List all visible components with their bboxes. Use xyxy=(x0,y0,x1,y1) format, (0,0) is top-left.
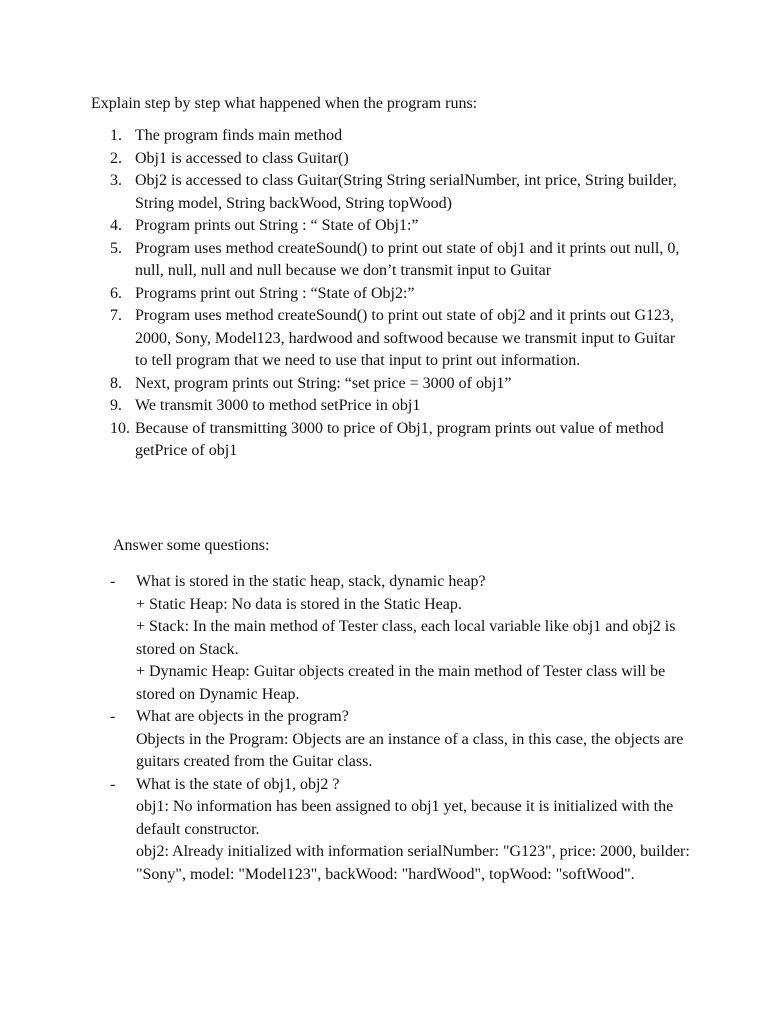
step-number: 4. xyxy=(110,217,122,234)
step-number: 1. xyxy=(110,127,122,144)
list-item xyxy=(110,571,690,706)
list-item xyxy=(90,283,690,306)
answer-line: obj1: No information has been assigned to obj1 yet, because it is initialized with the default constructor. xyxy=(136,798,674,838)
step-number: 5. xyxy=(110,239,122,257)
step-text: Program uses method createSound() to print out state of obj2 and it prints out G123, 2000, Sony, Model123, hardwood and softwood because we transmit input to Guitar to tell program that we need to use that input to print out information. xyxy=(135,307,676,369)
steps-heading: Explain step by step what happened when the program runs: xyxy=(91,95,478,112)
list-item xyxy=(110,774,690,887)
list-item xyxy=(90,418,690,463)
question-text: What is stored in the static heap, stack, dynamic heap? xyxy=(136,573,486,590)
list-item xyxy=(90,238,690,283)
answer-line: + Stack: In the main method of Tester class, each local variable like obj1 and obj2 is stored on Stack. xyxy=(136,618,676,658)
answer-line: + Static Heap: No data is stored in the Static Heap. xyxy=(136,595,462,613)
step-text: The program finds main method xyxy=(135,127,343,144)
step-number: 9. xyxy=(110,397,122,414)
list-item xyxy=(110,706,690,774)
bullet-dash: - xyxy=(110,573,116,590)
step-text: We transmit 3000 to method setPrice in obj1 xyxy=(135,397,421,414)
step-number: 8. xyxy=(110,374,122,392)
step-number: 6. xyxy=(110,284,122,302)
step-text: Because of transmitting 3000 to price of Obj1, program prints out value of method getPrice of obj1 xyxy=(135,419,664,459)
step-number: 2. xyxy=(110,149,122,167)
answer-line: + Dynamic Heap: Guitar objects created in the main method of Tester class will be stored on Dynamic Heap. xyxy=(136,663,666,703)
step-text: Obj2 is accessed to class Guitar(String String serialNumber, int price, String builder, String model, String backWood, String topWood) xyxy=(135,172,677,212)
step-number: 7. xyxy=(110,307,122,324)
list-item xyxy=(90,148,690,171)
question-text: What is the state of obj1, obj2 ? xyxy=(136,775,340,793)
bullet-dash: - xyxy=(110,775,116,793)
list-item xyxy=(90,373,690,396)
list-item xyxy=(90,170,690,215)
questions-list xyxy=(110,571,690,886)
answer-line: Objects in the Program: Objects are an instance of a class, in this case, the objects are guitars created from the Guitar class. xyxy=(136,730,684,770)
list-item xyxy=(90,395,690,418)
list-item xyxy=(90,125,690,148)
list-item xyxy=(90,305,690,373)
step-text: Next, program prints out String: “set price = 3000 of obj1” xyxy=(135,374,512,392)
step-text: Program prints out String : “ State of Obj1:” xyxy=(135,217,419,234)
bullet-dash: - xyxy=(110,708,116,725)
question-text: What are objects in the program? xyxy=(136,708,349,725)
step-text: Programs print out String : “State of Obj2:” xyxy=(135,284,415,302)
step-number: 10. xyxy=(110,419,130,437)
list-item xyxy=(90,215,690,238)
steps-list xyxy=(90,125,690,463)
answers-heading: Answer some questions: xyxy=(113,537,270,554)
step-number: 3. xyxy=(110,172,122,189)
answer-line: obj2: Already initialized with information serialNumber: "G123", price: 2000, builder: "Sony", model: "Model123", backWood: "hardWood", topWood: "softWood". xyxy=(136,843,690,883)
step-text: Obj1 is accessed to class Guitar() xyxy=(135,149,349,167)
step-text: Program uses method createSound() to print out state of obj1 and it prints out null, 0, null, null, null and null because we don’t transmit input to Guitar xyxy=(135,239,680,279)
